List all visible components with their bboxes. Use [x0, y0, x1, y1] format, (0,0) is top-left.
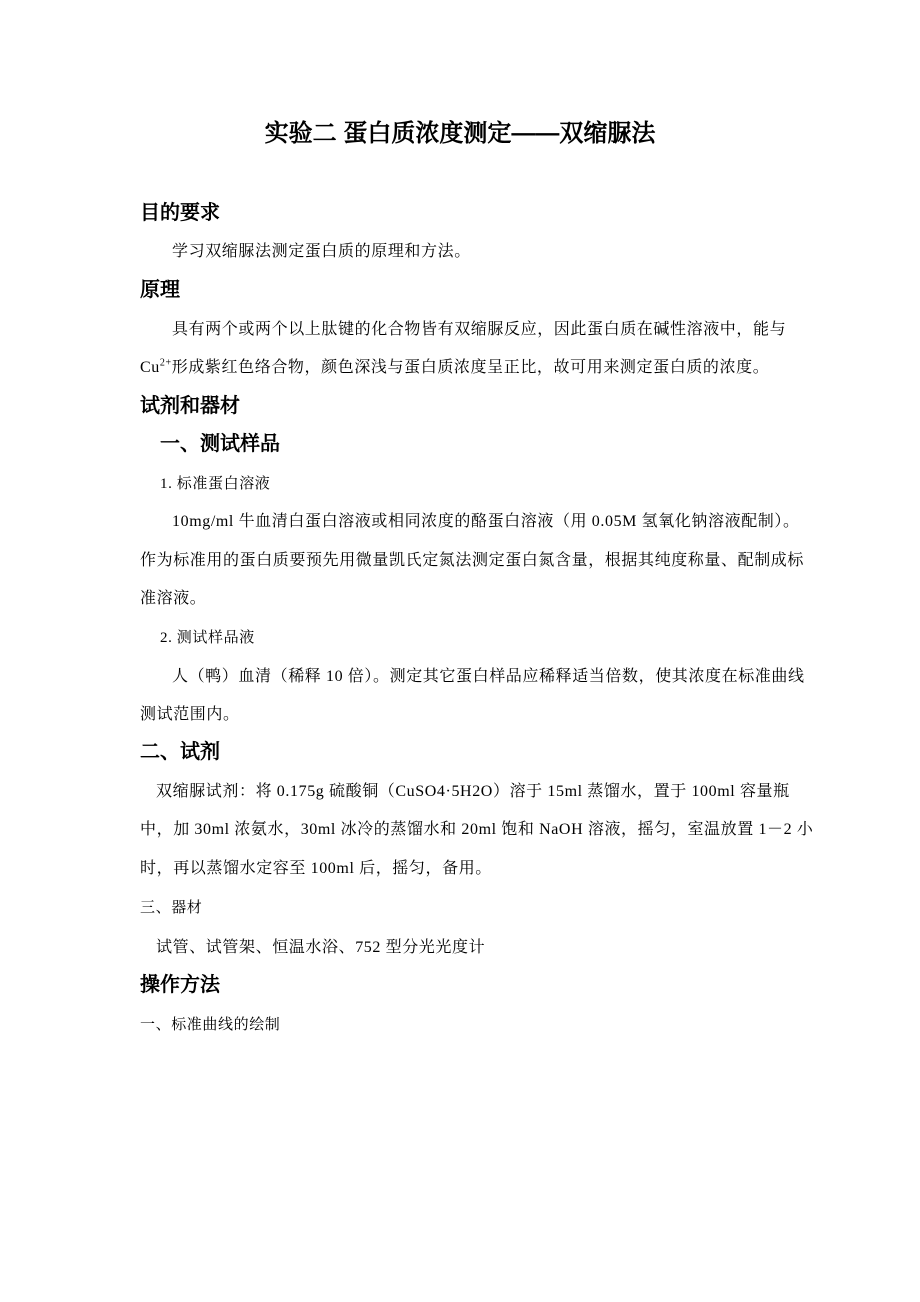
principle-line-rest: 形成紫红色络合物，颜色深浅与蛋白质浓度呈正比，故可用来测定蛋白质的浓度。: [171, 359, 770, 376]
item2-line: 人（鸭）血清（稀释 10 倍）。测定其它蛋白样品应稀释适当倍数，使其浓度在标准曲线: [172, 668, 805, 685]
reagent-line: 双缩脲试剂：将 0.175g 硫酸铜（CuSO4·5H2O）溶于 15ml 蒸馏水，置于 100ml 容量瓶: [156, 783, 790, 800]
item1-label: 1. 标准蛋白溶液: [160, 476, 271, 492]
purpose-text: 学习双缩脲法测定蛋白质的原理和方法。: [172, 243, 471, 260]
heading-procedure: 操作方法: [140, 974, 220, 996]
item2-label: 2. 测试样品液: [160, 630, 255, 646]
reagent-line: 时，再以蒸馏水定容至 100ml 后，摇匀，备用。: [140, 860, 492, 877]
item1-line: 准溶液。: [140, 590, 207, 607]
reagent-line: 中，加 30ml 浓氨水，30ml 冰冷的蒸馏水和 20ml 饱和 NaOH 溶液，摇匀，室温放置 1－2 小: [140, 821, 814, 838]
procedure-sub1: 一、标准曲线的绘制: [140, 1017, 281, 1033]
principle-line: [140, 358, 769, 378]
item1-line: 10mg/ml 牛血清白蛋白溶液或相同浓度的酪蛋白溶液（用 0.05M 氢氧化钠溶液配制）。: [172, 513, 800, 530]
principle-line: 具有两个或两个以上肽键的化合物皆有双缩脲反应，因此蛋白质在碱性溶液中，能与: [172, 321, 787, 338]
page-title: 实验二 蛋白质浓度测定——双缩脲法: [264, 120, 656, 147]
item2-line: 测试范围内。: [140, 706, 240, 723]
cu-symbol: Cu: [140, 359, 160, 376]
cu-charge: 2+: [159, 357, 172, 369]
heading-sample: 一、测试样品: [160, 433, 280, 455]
equipment-text: 试管、试管架、恒温水浴、752 型分光光度计: [156, 939, 486, 956]
heading-materials: 试剂和器材: [140, 395, 240, 417]
item1-line: 作为标准用的蛋白质要预先用微量凯氏定氮法测定蛋白氮含量，根据其纯度称量、配制成标: [140, 552, 805, 569]
heading-purpose: 目的要求: [140, 202, 220, 224]
heading-reagent: 二、试剂: [140, 741, 220, 763]
heading-principle: 原理: [140, 279, 180, 301]
heading-equipment: 三、器材: [140, 900, 203, 916]
